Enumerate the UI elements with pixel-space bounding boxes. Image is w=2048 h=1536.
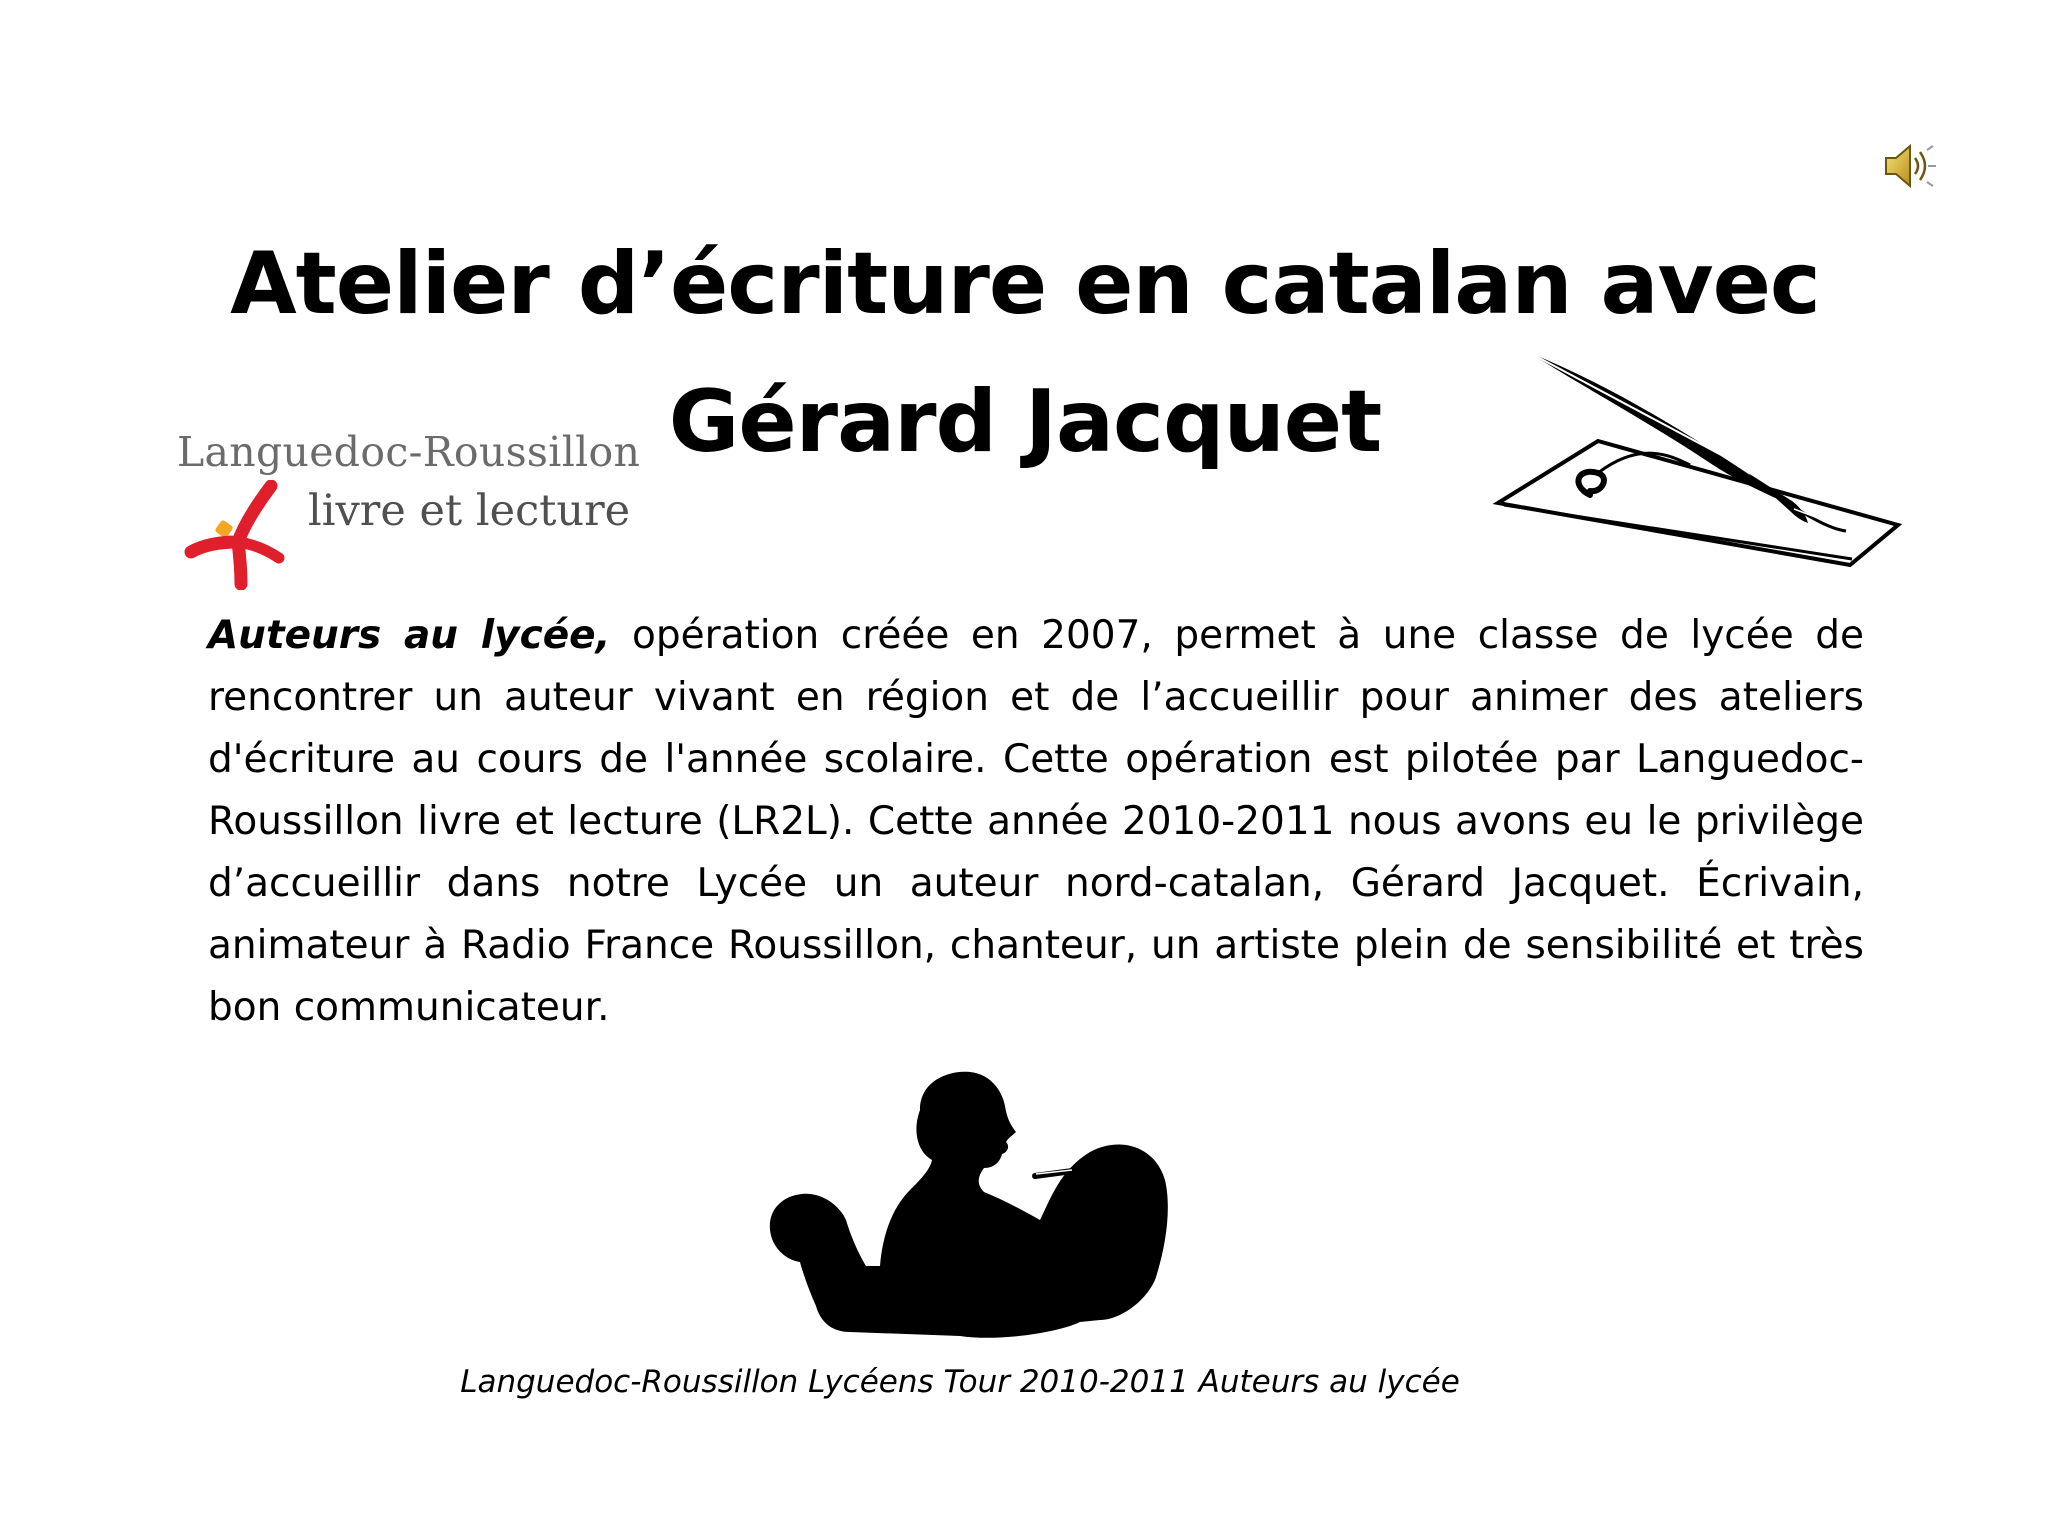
body-paragraph: [208, 605, 1864, 1039]
body-text: opération créée en 2007, permet à une classe de lycée de rencontrer un auteur vivant en région et de l’accueillir pour animer des ateliers d'écriture au cours de l'année scolaire. Cette opération est pilotée par Languedoc-Roussillon livre et lecture (LR2L). Cette année 2010-2011 nous avons eu le privilège d’accueillir dans notre Lycée un auteur nord-catalan, Gérard Jacquet. Écrivain, animateur à Radio France Roussillon, chanteur, un artiste plein de sensibilité et très bon communicateur.: [208, 613, 1864, 1030]
quill-paper-icon: [1490, 345, 1910, 575]
writer-silhouette-icon: [760, 1070, 1190, 1350]
body-lead: Auteurs au lycée,: [208, 613, 611, 658]
logo-text-line-2: livre et lecture: [308, 486, 631, 536]
logo-text-line-1: Languedoc-Roussillon: [177, 428, 641, 476]
lr2l-logo: [175, 428, 641, 598]
title-line-2: Gérard Jacquet: [668, 372, 1382, 472]
title-line-1: Atelier d’écriture en catalan avec: [230, 234, 1820, 334]
speaker-icon[interactable]: [1880, 138, 1938, 194]
slide-caption: Languedoc-Roussillon Lycéens Tour 2010-2011 Auteurs au lycée: [460, 1364, 1460, 1400]
logo-cross-icon: [183, 480, 293, 590]
